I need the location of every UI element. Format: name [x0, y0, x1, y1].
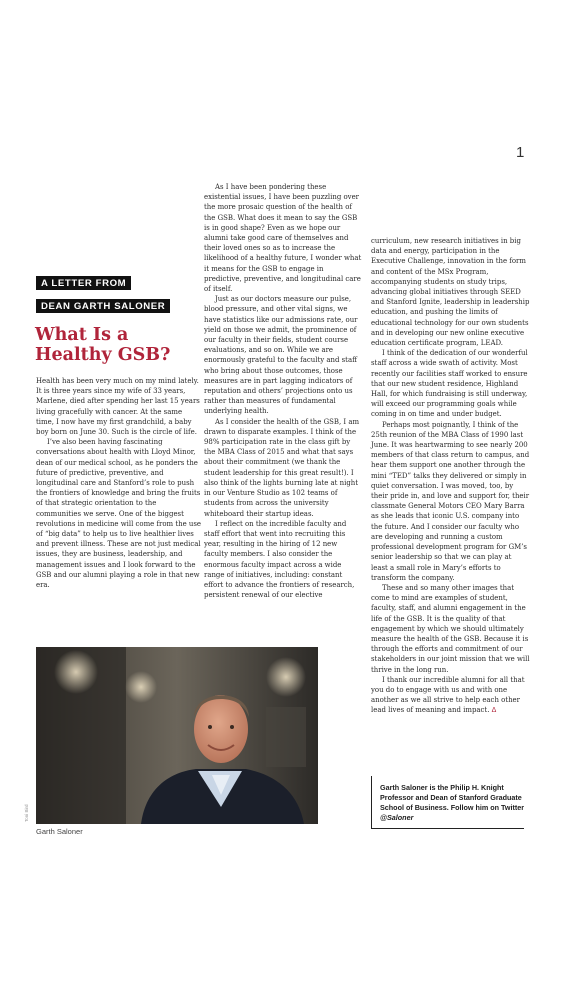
paragraph: As I have been pondering these existential issues, I have been puzzling over the more prosaic question of the health of the GSB. What does it mean to say the GSB is in good shape? Even as we hope our alumni take good care of themselves and their loved ones so as to increase the likelihood of a healthy future, I wonder what it means for the GSB to engage in predictive, preventive, and longitudinal care of itself. [204, 183, 362, 294]
paragraph-text: I thank our incredible alumni for all that you do to engage with us and with one another as we all strive to help each other lead lives of meaning and impact. [371, 675, 525, 715]
paragraph: Health has been very much on my mind lately. It is three years since my wife of 33 years, Marlene, died after spending her last 15 years living gracefully with cancer. At the same time, I now have my first grandchild, a baby boy born on June 30. Such is the circle of life. [36, 377, 200, 437]
photo-caption: Garth Saloner [36, 827, 83, 836]
end-mark-icon: Δ [491, 707, 497, 715]
portrait-photo-image [36, 647, 318, 824]
paragraph: I think of the dedication of our wonderful staff across a wide swath of activity. Most recently our facilities staff worked to ensure that our new student residence, Highland Hall, for which fundraising is still underway, will exceed our programming goals while coming in on time and under budget. [371, 349, 528, 419]
paragraph: As I consider the health of the GSB, I am drawn to disparate examples. I think of the 98% participation rate in the class gift by the MBA Class of 2015 and what that says about their commitment (we thank the student leadership for this great result!). I also think of the lights burning late at night in our Venture Studio as 102 teams of students from across the university whiteboard their startup ideas. [204, 417, 360, 518]
article-column-middle [204, 182, 362, 600]
twitter-handle[interactable]: @Saloner [380, 813, 414, 822]
kicker-line-1: A LETTER FROM [36, 276, 131, 290]
article-column-right [371, 236, 530, 717]
paragraph: curriculum, new research initiatives in big data and energy, participation in the Executive Challenge, innovation in the form and content of the MSx Program, accompanying students on study trips, advancing global initiatives through SEED and Stanford Ignite, leadership in leadership education, and pushing the limits of educational technology for our own students and in developing our new online executive education certificate program, LEAD. [371, 237, 530, 348]
paragraph: These and so many other images that come to mind are examples of student, faculty, staff, and alumni engagement in the life of the GSB. It is the quality of that engagement by which we should ultimately measure the health of the GSB. Because it is through the efforts and commitment of our stakeholders in our joint mission that we will thrive in the long run. [371, 583, 530, 674]
page-title: What Is a Healthy GSB? [35, 325, 171, 365]
article-column-left [36, 376, 202, 590]
paragraph: Perhaps most poignantly, I think of the 25th reunion of the MBA Class of 1990 last June. It was heartwarming to see nearly 200 members of that class return to campus, and hear them support one another through the mini “TED” talks they delivered or simply in quiet conversation. I was moved, too, by their pride in, and love and support for, their classmate General Motors CEO Mary Barra as she leads that iconic U.S. company into the future. And I consider our faculty who are developing and running a custom professional development program for GM’s senior leadership so that we can play at least a small role in Mary’s efforts to transform the company. [371, 420, 530, 582]
kicker-line-2: DEAN GARTH SALONER [36, 299, 170, 313]
page-number: 1 [516, 144, 525, 161]
kicker [36, 271, 170, 317]
portrait-photo [36, 647, 318, 824]
author-bio-text: Garth Saloner is the Philip H. Knight Professor and Dean of Stanford Graduate School of Business. Follow him on Twitter [380, 783, 525, 812]
paragraph: I’ve also been having fascinating conversations about health with Lloyd Minor, dean of our medical school, as he ponders the future of predictive, preventive, and longitudinal care and Stanford’s role to push the frontiers of knowledge and bring the fruits of that strategic orientation to the communities we serve. One of the biggest revolutions in medicine will come from the use of “big data” to help us to live healthier lives and prevent illness. These are not just medical issues, they are business, leadership, and management issues and I look forward to the GSB and our alumni playing a role in that new era. [36, 438, 202, 590]
photo-credit: Toni Bird [24, 804, 29, 822]
paragraph [371, 675, 530, 717]
paragraph: Just as our doctors measure our pulse, blood pressure, and other vital signs, we have statistics like our admissions rate, our yield on those we admit, the prominence of our faculty in their fields, student course evaluations, and so on. While we are enormously grateful to the faculty and staff who bring about those outcomes, those measures are in part lagging indicators of reputation and others’ projections onto us rather than measures of fundamental underlying health. [204, 295, 358, 416]
author-bio [380, 783, 530, 823]
author-bio-box [371, 776, 524, 829]
paragraph: I reflect on the incredible faculty and staff effort that went into recruiting this year, resulting in the hiring of 12 new faculty members. I also consider the enormous faculty impact across a wide range of initiatives, including: constant effort to advance the frontiers of research, persistent renewal of our elective [204, 519, 355, 600]
